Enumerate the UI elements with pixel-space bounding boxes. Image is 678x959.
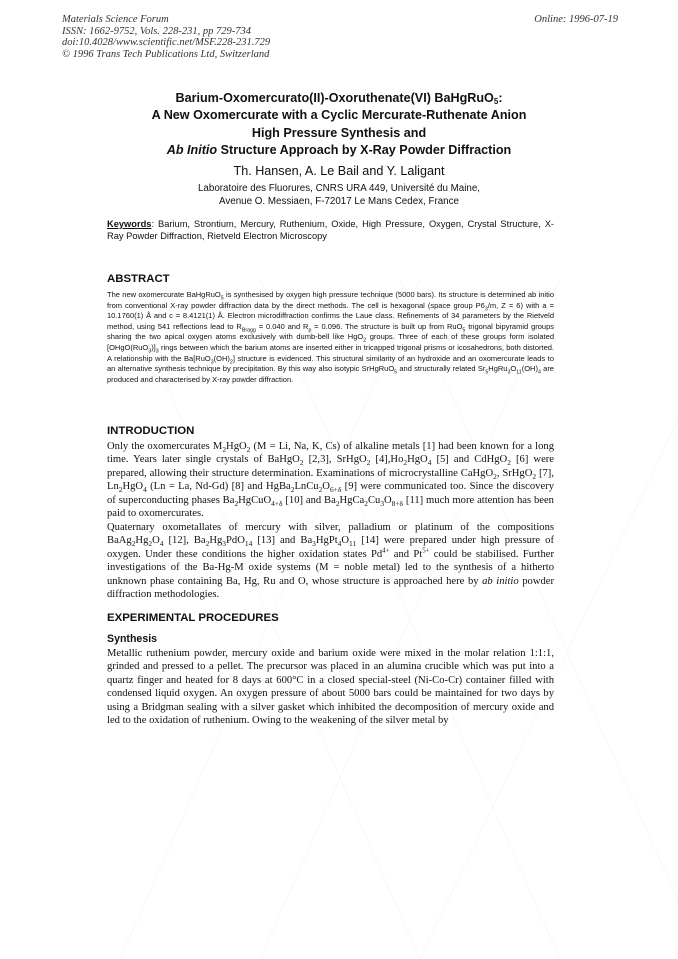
doi-link[interactable]: doi:10.4028/www.scientific.net/MSF.228-231.729 — [62, 37, 271, 48]
synthesis-subheading: Synthesis — [107, 633, 158, 645]
title-line-4: Structure Approach by X-Ray Powder Diffraction — [217, 143, 512, 158]
journal-name: Materials Science Forum — [62, 14, 169, 25]
title-line-3: High Pressure Synthesis and — [251, 125, 427, 140]
introduction-paragraph-1: Only the oxomercurates $M_2HgO_2$ (M = Li, Na, K, Cs) of alkaline metals [1] had been known for a long time. Years later single crystals of BaHgO$_2$ [2,3], SrHgO$_2$ $[4],Ho_2HgO_4$ [5] and CdHgO$_2$ [6] were prepared, allowing their structure determination. Examinations of microcrystalline CaHgO$_2$, SrHgO$_2$ [7], $Ln_2HgO_4$ (Ln = La, Nd-Gd) [8] and $HgBa_2LnCu_2O_{6+\delta}$ [9] were communicated too. Since the discovery of superconducting phases $Ba_2HgCuO_{4+\delta}$ [10] and $Ba_2HgCa_2Cu_3O_{8+\delta}$ [11] much more attention has been paid to oxomercurates. — [107, 441, 554, 520]
title-line-2: A New Oxomercurate with a Cyclic Mercurate-Ruthenate Anion — [151, 108, 527, 123]
keywords-label: Keywords — [107, 219, 152, 229]
introduction-heading: INTRODUCTION — [107, 425, 195, 437]
copyright-line: © 1996 Trans Tech Publications Ltd, Switzerland — [62, 48, 270, 60]
keywords — [107, 219, 554, 242]
experimental-heading: EXPERIMENTAL PROCEDURES — [107, 612, 279, 624]
issn-line: ISSN: 1662-9752, Vols. 228-231, pp 729-734 — [62, 25, 251, 37]
affiliation-line-2: Avenue O. Messiaen, F-72017 Le Mans Cedex, France — [219, 195, 459, 207]
keywords-text: : Barium, Strontium, Mercury, Ruthenium, Oxide, High Pressure, Oxygen, Crystal Structure, X-Ray Powder Diffraction, Rietveld Electron Microscopy — [107, 219, 554, 241]
affiliation-line-1: Laboratoire des Fluorures, CNRS URA 449, Université du Maine, — [197, 183, 481, 194]
paper-title — [60, 90, 618, 160]
authors: Th. Hansen, A. Le Bail and Y. Laligant — [233, 164, 445, 178]
abstract-heading: ABSTRACT — [107, 273, 170, 285]
publication-info — [62, 14, 270, 60]
title-italic: Ab Initio — [166, 143, 218, 158]
abstract-body: The new oxomercurate BaHgRuO$_5$ is synthesised by oxygen high pressure technique (5000 bars). Its structure is determined ab initio from conventional X-ray powder diffraction data by the direct methods. The cell is hexagonal (space group $P6_3/m$, Z = 6) with a = 10.1760(1) Å and c = 8.4121(1) Å. Electron microdiffraction confirms the Laue class. Refinements of 34 parameters by the Rietveld method, using 541 reflections lead to $R_{Bragg} = 0.040$ and $R_p = 0.096$. The structure is built up from RuO$_5$ trigonal bipyramid groups sharing the two apical oxygen atoms exclusively with dumb-bell like HgO$_2$ groups. Three of each of these groups form isolated $[OHgO(RuO_3)]_3$ rings between which the barium atoms are inserted either in tricapped trigonal prisms or icosahedrons, both distorted. A relationship with the $Ba[RuO_3(OH)_2]$ structure is evidenced. This structural similarity of an hydroxide and an oxomercurate leads to an alternative synthesis technique by precipitation. By this way also isotypic SrHgRuO$_5$ and structurally related $Sr_5HgRu_3O_{11}(OH)_4$ are produced and characterised by X-ray powder diffraction. — [107, 290, 555, 384]
title-colon: : — [498, 91, 503, 105]
introduction-paragraph-2: Quaternary oxometallates of mercury with silver, palladium or platinum of the compositions $BaAg_2Hg_2O_4$ [12], $Ba_2Hg_3PdO_{14}$ [13] and $Ba_3HgPt_4O_{11}$ [14] were prepared under high pressure of oxygen. Under these conditions the higher oxidation states $Pd^{4+}$ and $Pt^{5+}$ could be stabilised. Further investigations of the Ba-Hg-M oxide systems (M = noble metal) led to the synthesis of a hitherto unknown phase containing Ba, Hg, Ru and O, whose structure is approached here by ab initio powder diffraction methodologies. — [107, 522, 555, 601]
synthesis-paragraph: Metallic ruthenium powder, mercury oxide and barium oxide were mixed in the molar relation 1:1:1, grinded and pressed to a pellet. The precursor was placed in an alumina crucible which was put into a quartz finger and heated for 8 days at 600°C in a closed special-steel (Ni-Co-Cr) container filled with condensed liquid oxygen. An oxygen pressure of about 5000 bars could be maintained for two days by using a Bridgman sealing with a silver gasket which inhibited the decomposition of mercury oxide and led to the oxidation of ruthenium. Owing to the weakening of the silver metal by — [107, 648, 554, 727]
title-subscript: 5 — [493, 97, 499, 106]
title-line-1: Barium-Oxomercurato(II)-Oxoruthenate(VI) BaHgRuO — [175, 91, 494, 105]
online-date: Online: 1996-07-19 — [534, 14, 618, 25]
affiliation — [60, 183, 618, 208]
